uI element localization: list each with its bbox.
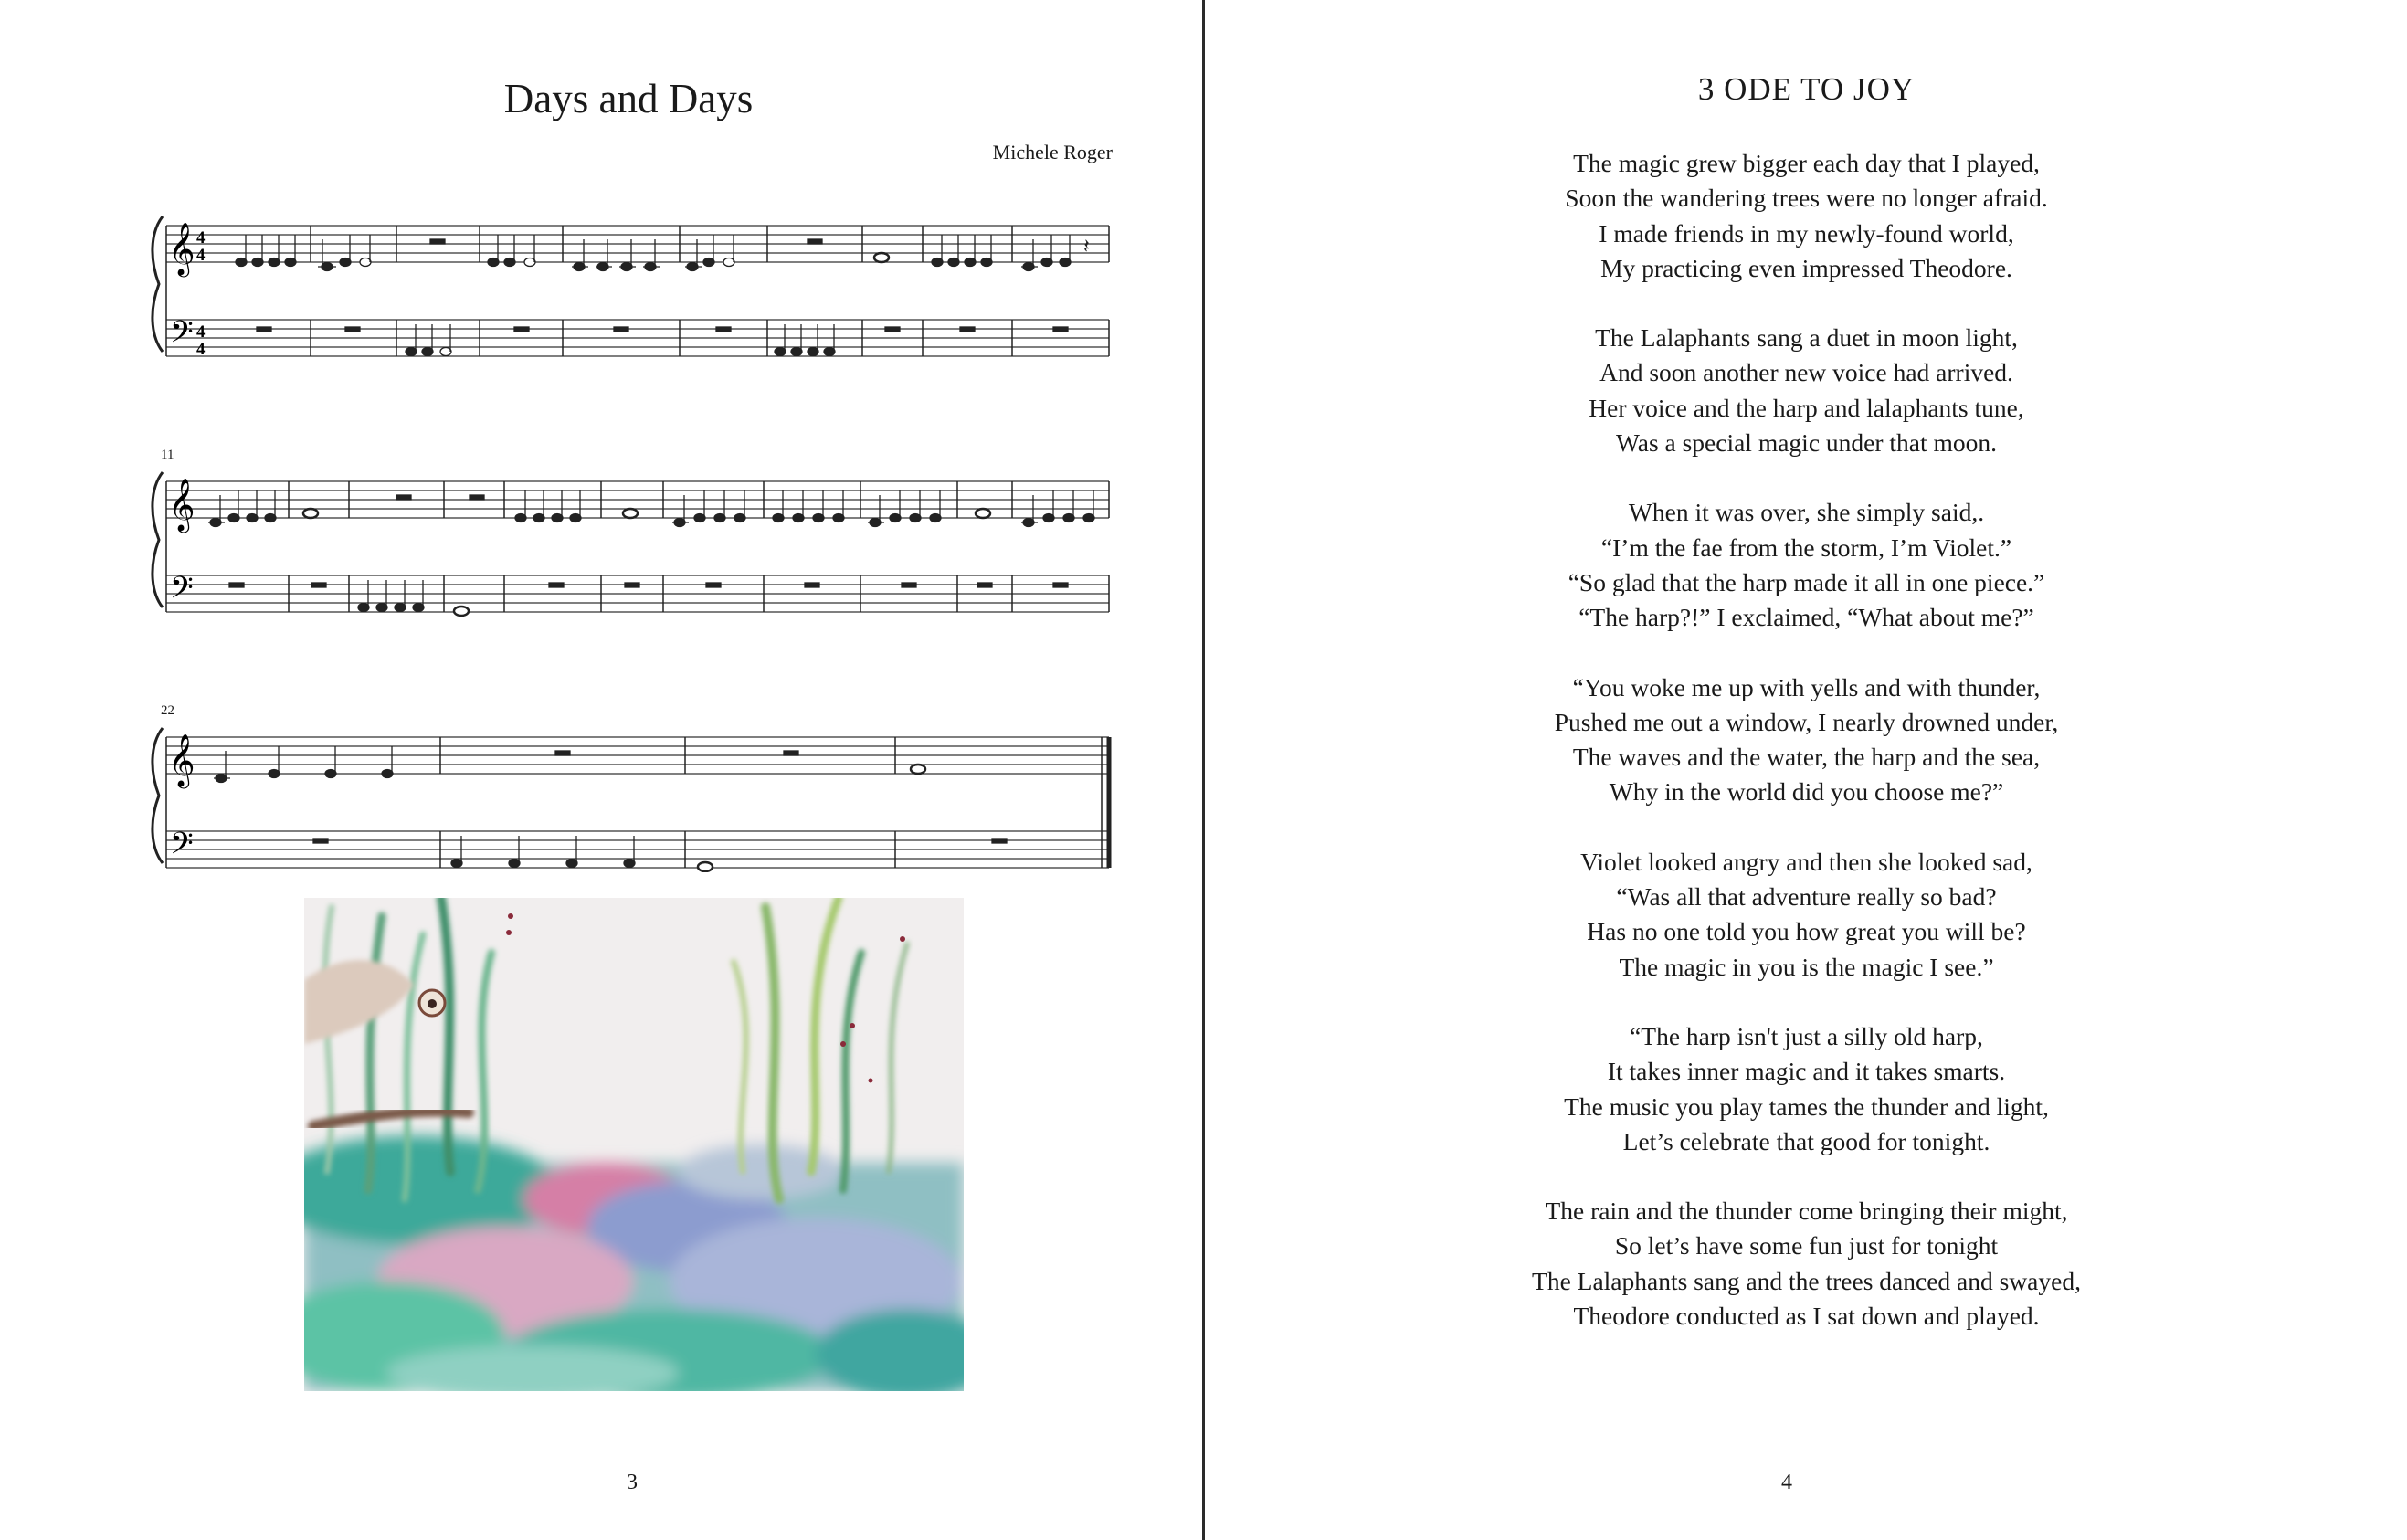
poem-line: The Lalaphants sang and the trees danced and swayed,	[1532, 1266, 2081, 1295]
treble-clef-icon: 𝄞	[168, 222, 195, 275]
poem-body	[1206, 146, 2407, 1368]
svg-text:4: 4	[196, 322, 206, 342]
poem-line: “So glad that the harp made it all in one piece.”	[1568, 567, 2045, 596]
poem-line: Has no one told you how great you will be?	[1587, 917, 2026, 946]
svg-text:4: 4	[196, 246, 206, 265]
poem-line: “I’m the fae from the storm, I’m Violet.”	[1600, 533, 2012, 562]
poem-line: The rain and the thunder come bringing their might,	[1545, 1197, 2068, 1226]
page-divider	[1202, 0, 1205, 1540]
poem-line: “The harp?!” I exclaimed, “What about me?”	[1578, 603, 2034, 632]
poem-line: I made friends in my newly-found world,	[1599, 218, 2014, 248]
poem-line: Let’s celebrate that good for tonight.	[1622, 1126, 1990, 1155]
poem-line: The waves and the water, the harp and the sea,	[1572, 743, 2041, 772]
stanza-7	[1206, 1194, 2407, 1334]
poem-line: When it was over, she simply said,.	[1628, 498, 1985, 527]
poem-line: It takes inner magic and it takes smarts.	[1607, 1057, 2006, 1086]
svg-text:𝄽: 𝄽	[1083, 235, 1090, 258]
svg-text:4: 4	[196, 228, 206, 248]
grand-staff-brace	[153, 472, 163, 607]
poem-line: The magic in you is the magic I see.”	[1619, 952, 1994, 981]
bass-clef-icon: 𝄢	[170, 827, 194, 869]
stanza-3	[1206, 495, 2407, 635]
water-area	[304, 1135, 964, 1391]
poem-line: Pushed me out a window, I nearly drowned under,	[1554, 707, 2059, 736]
svg-text:4: 4	[196, 340, 206, 359]
staff-system-2	[146, 461, 1114, 617]
poem-line: Violet looked angry and then she looked sad,	[1580, 847, 2032, 876]
grand-staff-brace	[153, 216, 163, 352]
treble-clef-icon: 𝄞	[168, 733, 195, 786]
poem-line: Her voice and the harp and lalaphants tune,	[1589, 393, 2024, 422]
treble-clef-icon: 𝄞	[168, 478, 195, 531]
poem-line: “You woke me up with yells and with thunder,	[1572, 672, 2041, 701]
staff-system-1	[146, 206, 1114, 361]
poem-line: The magic grew bigger each day that I played,	[1573, 149, 2040, 177]
stanza-2	[1206, 321, 2407, 460]
poem-line: My practicing even impressed Theodore.	[1600, 253, 2012, 282]
right-page	[1206, 0, 2407, 1540]
music-system-3	[146, 717, 1114, 877]
stanza-5	[1206, 845, 2407, 985]
poem-line: The music you play tames the thunder and light,	[1564, 1092, 2049, 1121]
measure-number-22: 22	[161, 703, 174, 718]
staff-system-3	[146, 717, 1114, 872]
poem-line: Why in the world did you choose me?”	[1609, 777, 2004, 807]
poem-line: “Was all that adventure really so bad?	[1616, 882, 1997, 912]
poem-line: The Lalaphants sang a duet in moon light,	[1595, 323, 2018, 353]
score-title: Days and Days	[503, 76, 754, 121]
music-system-1	[146, 206, 1114, 365]
composer-name: Michele Roger	[992, 141, 1113, 163]
watercolor-illustration	[304, 898, 964, 1391]
stanza-1	[1206, 146, 2407, 286]
bass-clef-icon: 𝄢	[170, 571, 194, 613]
measure-number-11: 11	[161, 448, 174, 462]
bass-clef-icon: 𝄢	[170, 315, 194, 357]
poem-line: So let’s have some fun just for tonight	[1614, 1231, 1999, 1260]
poem-line: Was a special magic under that moon.	[1615, 428, 1998, 458]
page-number-left: 3	[627, 1471, 638, 1494]
poem-line: Soon the wandering trees were no longer afraid.	[1565, 184, 2048, 213]
poem-line: And soon another new voice had arrived.	[1599, 358, 2013, 387]
poem-line: Theodore conducted as I sat down and played.	[1573, 1302, 2040, 1331]
left-page	[0, 0, 1202, 1540]
poem-title: 3 ODE TO JOY	[1697, 71, 1916, 107]
poem-line: “The harp isn't just a silly old harp,	[1630, 1021, 1983, 1050]
stanza-6	[1206, 1019, 2407, 1159]
page-number-right: 4	[1781, 1471, 1792, 1494]
stanza-4	[1206, 670, 2407, 810]
grand-staff-brace	[153, 728, 163, 863]
music-system-2	[146, 461, 1114, 621]
